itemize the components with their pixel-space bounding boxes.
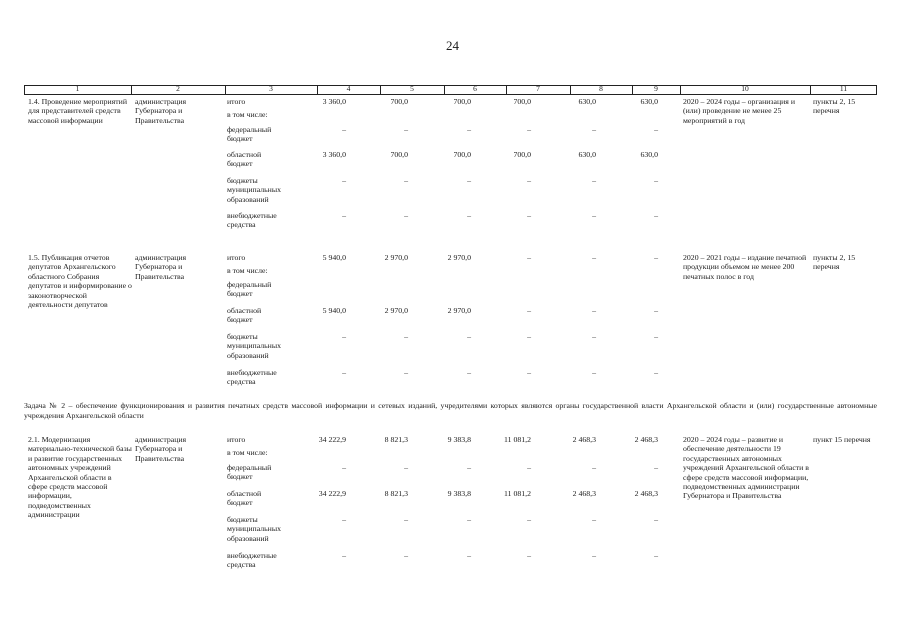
value-col7: – xyxy=(527,515,531,524)
column-header-9: 9 xyxy=(654,84,658,93)
value-col8: – xyxy=(592,125,596,134)
value-col9: – xyxy=(654,515,658,524)
value-col5: 2 970,0 xyxy=(384,306,408,315)
table-row-2-1 xyxy=(24,435,877,580)
value-col5: – xyxy=(404,515,408,524)
value-col5: 8 821,3 xyxy=(384,435,408,444)
value-col4: 34 222,9 xyxy=(318,435,346,444)
value-col4: 5 940,0 xyxy=(322,253,346,262)
value-col4: – xyxy=(342,176,346,185)
value-col7: – xyxy=(527,176,531,185)
value-col7: – xyxy=(527,253,531,262)
value-col9: – xyxy=(654,253,658,262)
column-header-6: 6 xyxy=(473,84,477,93)
value-col7: – xyxy=(527,332,531,341)
value-col6: – xyxy=(467,125,471,134)
value-col9: – xyxy=(654,551,658,560)
row-label: итого xyxy=(227,435,246,444)
value-col6: – xyxy=(467,463,471,472)
measure-name: 1.4. Проведение мероприятий для представителей средств массовой информации xyxy=(28,97,128,125)
page-number: 24 xyxy=(446,38,459,53)
column-header-10: 10 xyxy=(741,84,749,93)
value-col6: – xyxy=(467,332,471,341)
value-col6: – xyxy=(467,551,471,560)
expected-result: 2020 – 2024 годы – организация и (или) проведение не менее 25 мероприятий в год xyxy=(683,97,796,125)
row-label: внебюджетные средства xyxy=(227,211,277,230)
column-header-1: 1 xyxy=(75,84,80,93)
value-col6: 2 970,0 xyxy=(447,306,471,315)
value-col6: – xyxy=(467,211,471,220)
row-label: итого xyxy=(227,253,246,262)
row-label: бюджеты муниципальных образований xyxy=(227,176,281,204)
row-label: областной бюджет xyxy=(227,489,262,508)
row-label: областной бюджет xyxy=(227,306,262,325)
value-col5: 700,0 xyxy=(390,97,408,106)
row-label: федеральный бюджет xyxy=(227,280,272,299)
value-col5: 2 970,0 xyxy=(384,253,408,262)
value-col7: – xyxy=(527,551,531,560)
value-col5: – xyxy=(404,211,408,220)
value-col4: – xyxy=(342,515,346,524)
column-header-4: 4 xyxy=(346,84,351,93)
value-col5: – xyxy=(404,368,408,377)
value-col6: 700,0 xyxy=(453,150,471,159)
value-col4: – xyxy=(342,368,346,377)
value-col8: – xyxy=(592,253,596,262)
column-header-11: 11 xyxy=(839,84,848,93)
row-label: областной бюджет xyxy=(227,150,262,169)
measure-name: 1.5. Публикация отчетов депутатов Архангельского областного Собрания депутатов и информирование о законотворческой деятельности депутатов xyxy=(28,253,132,310)
value-col7: – xyxy=(527,125,531,134)
table-row-1-5 xyxy=(24,253,877,391)
related-items: пункты 2, 15 перечня xyxy=(813,253,856,272)
value-col7: – xyxy=(527,306,531,315)
value-col5: – xyxy=(404,551,408,560)
value-col8: – xyxy=(592,211,596,220)
value-col6: – xyxy=(467,176,471,185)
expected-result: 2020 – 2024 годы – развитие и обеспечение деятельности 19 государственных автономных учреждений Архангельской области в сфере средств массовой информации, подведомственных администрации Губернатора и Правительства xyxy=(683,435,809,501)
executor: администрация Губернатора и Правительства xyxy=(135,435,187,463)
row-label: федеральный бюджет xyxy=(227,463,272,482)
value-col6: – xyxy=(467,368,471,377)
column-header-5: 5 xyxy=(410,84,414,93)
value-col9: – xyxy=(654,306,658,315)
value-col4: – xyxy=(342,125,346,134)
row-label: в том числе: xyxy=(227,266,268,275)
value-col5: – xyxy=(404,332,408,341)
value-col9: – xyxy=(654,463,658,472)
value-col6: – xyxy=(467,515,471,524)
value-col4: – xyxy=(342,463,346,472)
value-col9: 630,0 xyxy=(640,150,658,159)
value-col8: – xyxy=(592,332,596,341)
row-label: в том числе: xyxy=(227,110,268,119)
value-col7: 11 081,2 xyxy=(504,489,531,498)
row-label: бюджеты муниципальных образований xyxy=(227,515,281,543)
measure-name: 2.1. Модернизация материально-технической базы и развитие государственных автономных учреждений Архангельской области в сфере средств массовой информации, подведомственных администрации xyxy=(28,435,132,520)
row-label: внебюджетные средства xyxy=(227,368,277,387)
row-label: федеральный бюджет xyxy=(227,125,272,144)
related-items: пункты 2, 15 перечня xyxy=(813,97,856,116)
expected-result: 2020 – 2021 годы – издание печатной продукции объемом не менее 200 печатных полос в год xyxy=(683,253,807,281)
table-row-1-4 xyxy=(24,97,877,237)
value-col6: 9 383,8 xyxy=(447,435,471,444)
value-col5: – xyxy=(404,125,408,134)
row-label: в том числе: xyxy=(227,448,268,457)
value-col4: 3 360,0 xyxy=(322,97,346,106)
value-col8: 630,0 xyxy=(578,97,596,106)
value-col7: 700,0 xyxy=(513,97,531,106)
value-col6: 2 970,0 xyxy=(447,253,471,262)
value-col4: 34 222,9 xyxy=(318,489,346,498)
value-col9: – xyxy=(654,211,658,220)
value-col5: – xyxy=(404,463,408,472)
table-column-headers xyxy=(24,85,877,94)
value-col6: 700,0 xyxy=(453,97,471,106)
value-col8: – xyxy=(592,176,596,185)
value-col5: 700,0 xyxy=(390,150,408,159)
table-header-bottom-border xyxy=(24,94,877,95)
value-col8: – xyxy=(592,551,596,560)
value-col8: – xyxy=(592,368,596,377)
task-2-heading: Задача № 2 – обеспечение функционирования и развития печатных средств массовой информации и сетевых изданий, учредителями которых являются органы государственной власти Архангельской области и (или) государственные автономные учреждения Архангельской области xyxy=(24,401,877,420)
value-col9: 630,0 xyxy=(640,97,658,106)
row-label: бюджеты муниципальных образований xyxy=(227,332,281,360)
value-col7: 11 081,2 xyxy=(504,435,531,444)
value-col8: – xyxy=(592,463,596,472)
executor: администрация Губернатора и Правительства xyxy=(135,253,187,281)
value-col8: – xyxy=(592,306,596,315)
value-col4: – xyxy=(342,332,346,341)
value-col5: 8 821,3 xyxy=(384,489,408,498)
value-col8: – xyxy=(592,515,596,524)
value-col7: – xyxy=(527,463,531,472)
value-col7: 700,0 xyxy=(513,150,531,159)
related-items: пункт 15 перечня xyxy=(813,435,871,444)
value-col4: – xyxy=(342,551,346,560)
value-col9: 2 468,3 xyxy=(634,489,658,498)
value-col7: – xyxy=(527,211,531,220)
value-col5: – xyxy=(404,176,408,185)
column-header-3: 3 xyxy=(269,84,273,93)
value-col9: – xyxy=(654,125,658,134)
value-col4: – xyxy=(342,211,346,220)
value-col4: 5 940,0 xyxy=(322,306,346,315)
value-col8: 630,0 xyxy=(578,150,596,159)
executor: администрация Губернатора и Правительства xyxy=(135,97,187,125)
value-col8: 2 468,3 xyxy=(572,435,596,444)
column-header-7: 7 xyxy=(536,84,540,93)
value-col6: 9 383,8 xyxy=(447,489,471,498)
value-col4: 3 360,0 xyxy=(322,150,346,159)
column-header-2: 2 xyxy=(176,84,180,93)
value-col9: – xyxy=(654,368,658,377)
row-label: внебюджетные средства xyxy=(227,551,277,570)
value-col9: 2 468,3 xyxy=(634,435,658,444)
value-col9: – xyxy=(654,176,658,185)
column-header-8: 8 xyxy=(599,84,603,93)
value-col8: 2 468,3 xyxy=(572,489,596,498)
value-col7: – xyxy=(527,368,531,377)
value-col9: – xyxy=(654,332,658,341)
row-label: итого xyxy=(227,97,246,106)
